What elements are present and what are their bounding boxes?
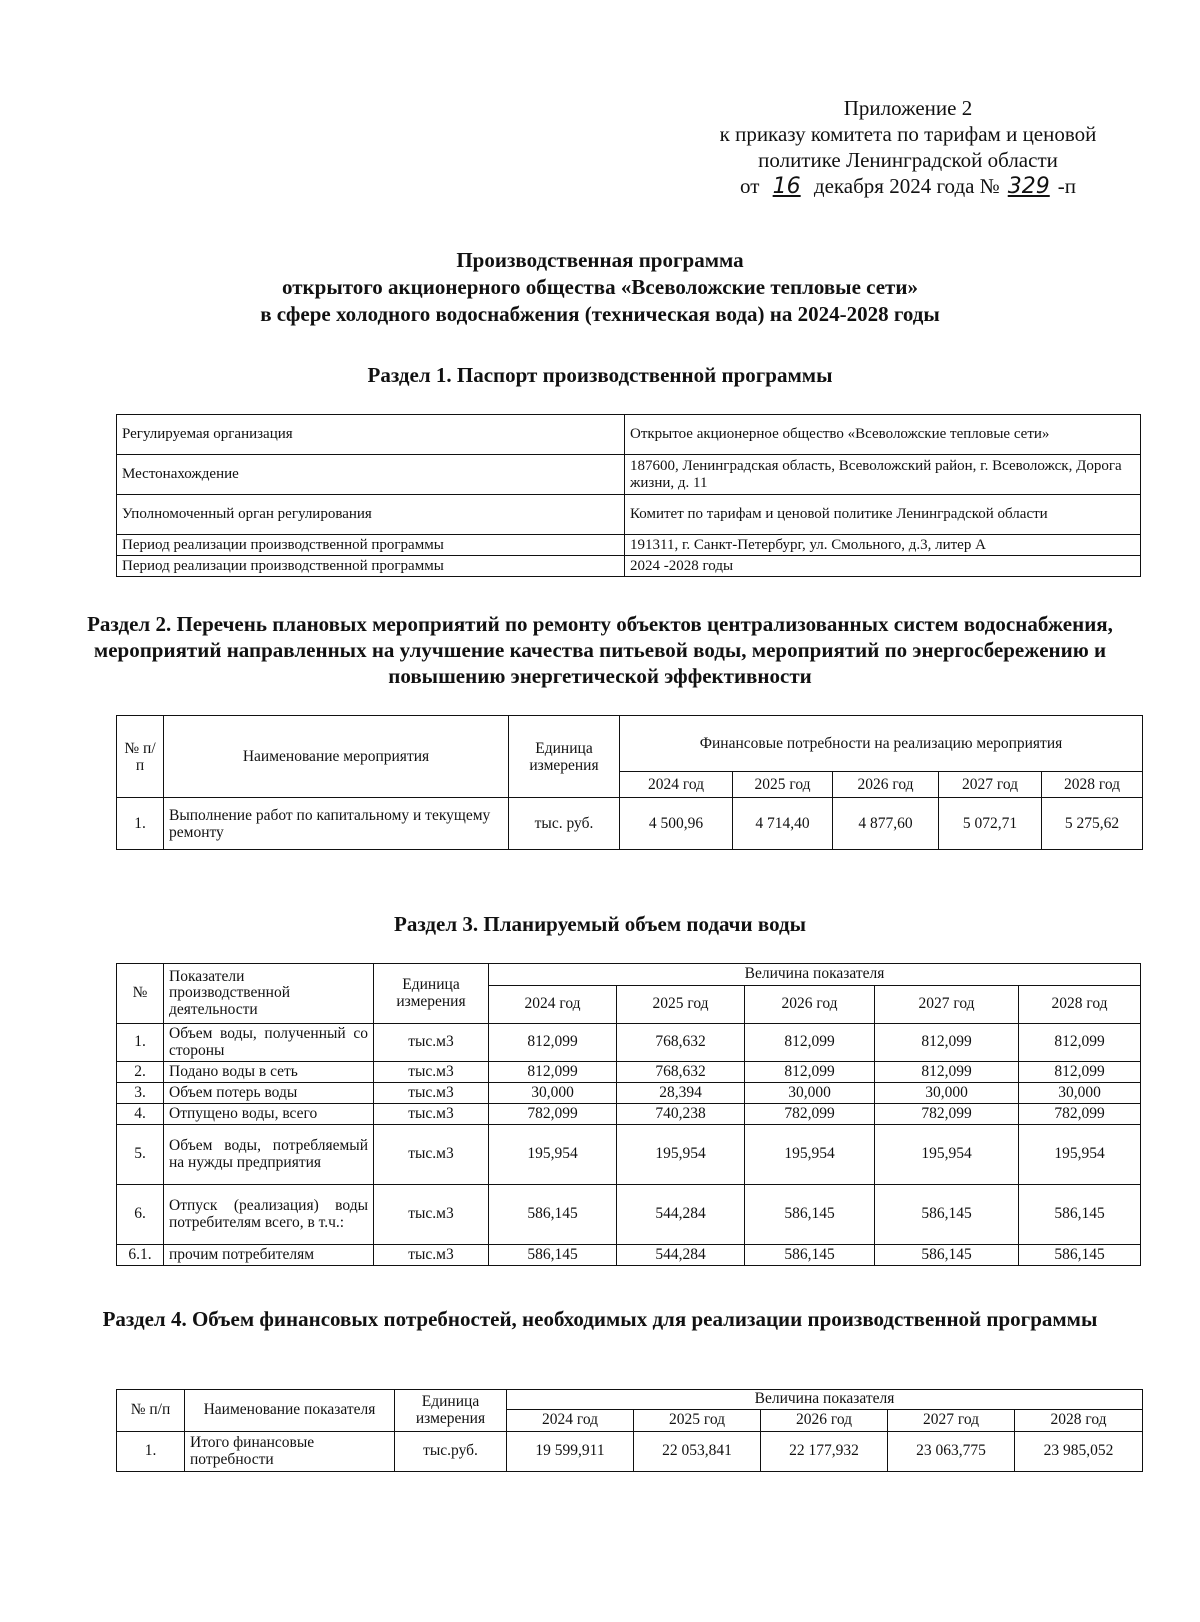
passport-label: Период реализации производственной программы (117, 556, 625, 577)
row-value: 586,145 (745, 1245, 875, 1266)
handwritten-order-number: 329 (1007, 174, 1050, 199)
row-name: Объем воды, полученный со стороны (164, 1024, 374, 1062)
header-year: 2026 год (833, 772, 939, 798)
annex-line-1: Приложение 2 (843, 96, 973, 120)
header-magnitude: Величина показателя (489, 964, 1141, 986)
passport-value: 2024 -2028 годы (625, 556, 1141, 577)
row-value: 586,145 (875, 1185, 1019, 1245)
row-name: Выполнение работ по капитальному и текущему ремонту (164, 798, 509, 850)
table-row (117, 415, 1141, 455)
passport-value: Открытое акционерное общество «Всеволожские тепловые сети» (625, 415, 1141, 455)
row-value: 195,954 (875, 1125, 1019, 1185)
row-value: 586,145 (489, 1185, 617, 1245)
row-value: 4 714,40 (733, 798, 833, 850)
handwritten-day: 16 (772, 174, 801, 199)
row-value: 28,394 (617, 1083, 745, 1104)
row-value: 544,284 (617, 1185, 745, 1245)
row-value: 195,954 (617, 1125, 745, 1185)
row-value: 812,099 (875, 1062, 1019, 1083)
row-value: 586,145 (1019, 1245, 1141, 1266)
row-unit: тыс.м3 (374, 1185, 489, 1245)
water-supply-table (116, 963, 1141, 1266)
header-row (117, 716, 1143, 772)
row-value: 19 599,911 (507, 1432, 634, 1472)
row-value: 586,145 (1019, 1185, 1141, 1245)
header-unit: Единица измерения (374, 964, 489, 1024)
row-name: Подано воды в сеть (164, 1062, 374, 1083)
header-year: 2027 год (888, 1410, 1015, 1432)
row-name: Отпущено воды, всего (164, 1104, 374, 1125)
header-year: 2025 год (617, 986, 745, 1024)
row-value: 740,238 (617, 1104, 745, 1125)
row-value: 782,099 (1019, 1104, 1141, 1125)
financial-needs-table (116, 1389, 1143, 1472)
row-value: 30,000 (1019, 1083, 1141, 1104)
header-magnitude: Величина показателя (507, 1390, 1143, 1410)
header-unit: Единица измерения (395, 1390, 507, 1432)
row-unit: тыс.м3 (374, 1062, 489, 1083)
header-num: № (117, 964, 164, 1024)
annex-line-2: к приказу комитета по тарифам и ценовой (719, 122, 1097, 146)
row-value: 195,954 (745, 1125, 875, 1185)
header-year: 2025 год (634, 1410, 761, 1432)
row-value: 4 877,60 (833, 798, 939, 850)
header-finance: Финансовые потребности на реализацию мероприятия (620, 716, 1143, 772)
header-year: 2028 год (1015, 1410, 1143, 1432)
table-row (117, 798, 1143, 850)
table-row (117, 1083, 1141, 1104)
table-row (117, 495, 1141, 535)
table-row (117, 1432, 1143, 1472)
row-unit: тыс.руб. (395, 1432, 507, 1472)
row-value: 23 063,775 (888, 1432, 1015, 1472)
annex-date-line (678, 173, 1138, 200)
row-value: 812,099 (489, 1062, 617, 1083)
row-num: 6.1. (117, 1245, 164, 1266)
title-line-3: в сфере холодного водоснабжения (техническая вода) на 2024-2028 годы (260, 302, 940, 326)
header-year: 2027 год (875, 986, 1019, 1024)
header-indicator: Показатели производственной деятельности (164, 964, 374, 1024)
date-prefix: от (740, 174, 760, 198)
table-row (117, 535, 1141, 556)
row-unit: тыс.м3 (374, 1245, 489, 1266)
header-year: 2026 год (745, 986, 875, 1024)
row-value: 30,000 (875, 1083, 1019, 1104)
header-num: № п/п (117, 716, 164, 798)
row-value: 544,284 (617, 1245, 745, 1266)
header-name: Наименование показателя (185, 1390, 395, 1432)
passport-value: Комитет по тарифам и ценовой политике Ленинградской области (625, 495, 1141, 535)
table-row (117, 455, 1141, 495)
passport-label: Уполномоченный орган регулирования (117, 495, 625, 535)
table-row (117, 556, 1141, 577)
row-value: 22 177,932 (761, 1432, 888, 1472)
row-value: 812,099 (875, 1024, 1019, 1062)
row-num: 3. (117, 1083, 164, 1104)
header-row (117, 964, 1141, 986)
row-value: 30,000 (489, 1083, 617, 1104)
passport-table (116, 414, 1141, 577)
header-year: 2028 год (1019, 986, 1141, 1024)
row-unit: тыс.м3 (374, 1083, 489, 1104)
section-1-title: Раздел 1. Паспорт производственной программы (367, 363, 833, 387)
row-value: 812,099 (489, 1024, 617, 1062)
passport-label: Период реализации производственной программы (117, 535, 625, 556)
table-row (117, 1245, 1141, 1266)
row-value: 5 275,62 (1042, 798, 1143, 850)
row-name: прочим потребителям (164, 1245, 374, 1266)
row-value: 812,099 (745, 1062, 875, 1083)
row-num: 6. (117, 1185, 164, 1245)
row-value: 195,954 (489, 1125, 617, 1185)
header-unit: Единица измерения (509, 716, 620, 798)
header-row (117, 1390, 1143, 1410)
row-value: 30,000 (745, 1083, 875, 1104)
section-4-title: Раздел 4. Объем финансовых потребностей, необходимых для реализации производственной программы (102, 1307, 1098, 1331)
row-unit: тыс.м3 (374, 1024, 489, 1062)
row-unit: тыс.м3 (374, 1125, 489, 1185)
row-value: 23 985,052 (1015, 1432, 1143, 1472)
row-num: 2. (117, 1062, 164, 1083)
header-num: № п/п (117, 1390, 185, 1432)
row-value: 782,099 (745, 1104, 875, 1125)
row-value: 586,145 (745, 1185, 875, 1245)
document-title (0, 247, 1200, 328)
repair-measures-table (116, 715, 1143, 850)
row-num: 4. (117, 1104, 164, 1125)
date-suffix: -п (1057, 174, 1076, 198)
passport-value: 187600, Ленинградская область, Всеволожский район, г. Всеволожск, Дорога жизни, д. 11 (625, 455, 1141, 495)
table-row (117, 1125, 1141, 1185)
row-value: 5 072,71 (939, 798, 1042, 850)
row-value: 768,632 (617, 1024, 745, 1062)
row-value: 768,632 (617, 1062, 745, 1083)
row-value: 782,099 (489, 1104, 617, 1125)
row-unit: тыс. руб. (509, 798, 620, 850)
row-value: 812,099 (745, 1024, 875, 1062)
header-year: 2027 год (939, 772, 1042, 798)
row-value: 195,954 (1019, 1125, 1141, 1185)
row-unit: тыс.м3 (374, 1104, 489, 1125)
row-value: 782,099 (875, 1104, 1019, 1125)
title-line-1: Производственная программа (456, 248, 744, 272)
passport-value: 191311, г. Санкт-Петербург, ул. Смольного, д.3, литер А (625, 535, 1141, 556)
section-3-title: Раздел 3. Планируемый объем подачи воды (394, 912, 806, 936)
table-row (117, 1104, 1141, 1125)
date-middle: декабря 2024 года № (813, 174, 1000, 198)
row-num: 1. (117, 798, 164, 850)
header-year: 2024 год (620, 772, 733, 798)
row-num: 1. (117, 1432, 185, 1472)
passport-label: Местонахождение (117, 455, 625, 495)
row-name: Отпуск (реализация) воды потребителям всего, в т.ч.: (164, 1185, 374, 1245)
header-year: 2028 год (1042, 772, 1143, 798)
row-value: 586,145 (489, 1245, 617, 1266)
row-value: 586,145 (875, 1245, 1019, 1266)
section-2-title: Раздел 2. Перечень плановых мероприятий по ремонту объектов централизованных систем водоснабжения, мероприятий направленных на улучшение качества питьевой воды, мероприятий по энергосбережению и повышению энергетической эффективности (87, 612, 1113, 688)
header-year: 2026 год (761, 1410, 888, 1432)
header-year: 2024 год (489, 986, 617, 1024)
row-num: 5. (117, 1125, 164, 1185)
row-value: 22 053,841 (634, 1432, 761, 1472)
title-line-2: открытого акционерного общества «Всеволожские тепловые сети» (282, 275, 918, 299)
row-num: 1. (117, 1024, 164, 1062)
table-row (117, 1062, 1141, 1083)
row-value: 812,099 (1019, 1024, 1141, 1062)
row-value: 4 500,96 (620, 798, 733, 850)
header-year: 2025 год (733, 772, 833, 798)
row-name: Итого финансовые потребности (185, 1432, 395, 1472)
header-name: Наименование мероприятия (164, 716, 509, 798)
row-name: Объем потерь воды (164, 1083, 374, 1104)
annex-line-3: политике Ленинградской области (758, 148, 1058, 172)
row-name: Объем воды, потребляемый на нужды предприятия (164, 1125, 374, 1185)
table-row (117, 1024, 1141, 1062)
table-row (117, 1185, 1141, 1245)
passport-label: Регулируемая организация (117, 415, 625, 455)
row-value: 812,099 (1019, 1062, 1141, 1083)
annex-header (678, 95, 1138, 200)
header-year: 2024 год (507, 1410, 634, 1432)
